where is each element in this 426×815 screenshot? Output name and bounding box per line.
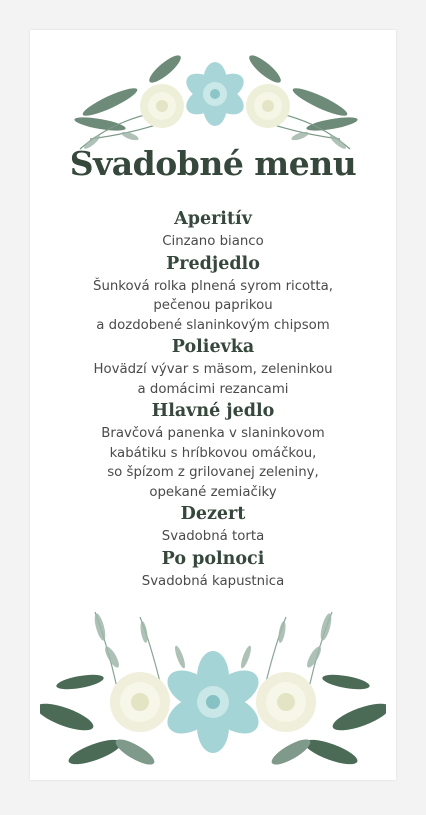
course-heading: Dezert [180, 504, 246, 524]
menu-list [30, 207, 396, 591]
dish-line: Bravčová panenka v slaninkovom [101, 426, 325, 441]
dish-line: Hovädzí vývar s mäsom, zeleninkou [93, 362, 333, 377]
dish-line: a dozdobené slaninkovým chipsom [96, 317, 330, 333]
course-heading: Predjedlo [166, 253, 260, 274]
course-polievka [30, 335, 396, 399]
course-heading: Hlavné jedlo [151, 401, 275, 421]
course-predjedlo [30, 252, 396, 336]
dish-line: Svadobná torta [161, 529, 265, 544]
dish-line: Svadobná kapustnica [141, 573, 285, 589]
page-title: Svadobné menu [69, 144, 357, 183]
dish-line: kabátiku s hríbkovou omáčkou, [109, 445, 317, 461]
course-heading: Aperitív [174, 209, 252, 229]
dish-line: so špízom z grilovanej zeleniny, [107, 465, 319, 480]
dish-line: pečenou paprikou [153, 298, 273, 313]
menu-card [30, 30, 396, 780]
dish-line: Šunková rolka plnená syrom ricotta, [93, 278, 333, 294]
course-aperitiv [30, 207, 396, 252]
floral-bottom-decoration-icon [40, 602, 386, 777]
course-dezert [30, 502, 396, 547]
course-heading: Polievka [171, 337, 255, 357]
course-hlavne-jedlo [30, 399, 396, 502]
dish-line: Cinzano bianco [162, 234, 264, 249]
dish-line: opekané zemiačiky [149, 484, 277, 500]
dish-line: a domácimi rezancami [137, 381, 289, 397]
course-po-polnoci [30, 547, 396, 592]
course-heading: Po polnoci [161, 548, 265, 569]
